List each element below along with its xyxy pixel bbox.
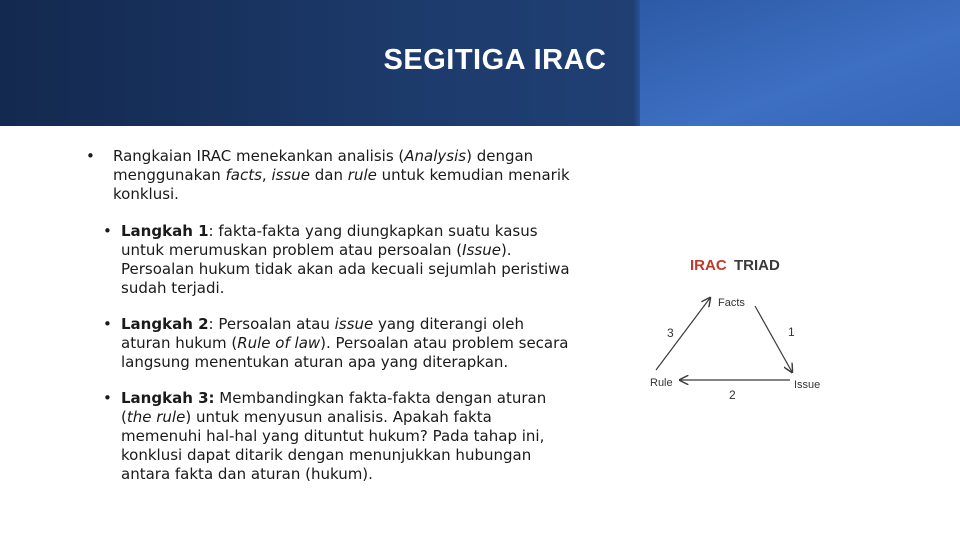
bullet-text (121, 222, 570, 297)
node-rule: Rule (650, 377, 673, 389)
bullet-text-segment: ) dengan menggunakan (113, 147, 534, 184)
bullet-text-segment: dan (310, 166, 348, 184)
bullet-text (121, 389, 546, 483)
bullet-text-segment: issue (334, 315, 374, 333)
bullet-text-segment: Issue (462, 241, 501, 259)
bullet-text-segment: Rangkaian IRAC menekankan analisis ( (113, 147, 405, 165)
edge-label-1: 1 (788, 325, 795, 339)
bullet-text-segment: ). Persoalan atau problem secara langsung menentukan aturan apa yang diterapkan. (121, 334, 569, 371)
bullet-text-segment: facts (225, 166, 262, 184)
bullet-text-segment: issue (271, 166, 311, 184)
edge-facts-to-issue (755, 306, 792, 372)
bullet-text-segment: Langkah 3: (121, 389, 215, 407)
bullet-text-segment: Rule of law (237, 334, 321, 352)
bullet-text-segment: , (261, 166, 272, 184)
edge-label-2: 2 (729, 388, 736, 402)
edge-label-3: 3 (667, 326, 674, 340)
diagram-title-rest: TRIAD (734, 257, 780, 274)
bullet-dot-icon: • (103, 389, 112, 407)
bullet-dot-icon: • (103, 222, 112, 240)
header-accent-panel (640, 0, 960, 126)
bullet-text (113, 147, 570, 203)
triad-svg (640, 240, 840, 410)
bullet-text-segment: untuk kemudian menarik konklusi. (113, 166, 570, 203)
bullet-text-segment: ) untuk menyusun analisis. Apakah fakta memenuhi hal-hal yang dituntut hukum? Pada tahap ini, konklusi dapat ditarik dengan menunjukkan hubungan antara fakta dan aturan (hukum). (121, 408, 545, 483)
bullet-text-segment: the rule (126, 408, 186, 426)
bullet-item (86, 147, 576, 204)
bullet-text-segment: Analysis (404, 147, 467, 165)
slide-title: SEGITIGA IRAC (383, 44, 607, 76)
bullet-item (86, 222, 576, 298)
bullet-text-segment: yang diterangi oleh aturan hukum ( (121, 315, 525, 352)
bullet-text-segment: rule (347, 166, 377, 184)
bullet-text-segment: : fakta-fakta yang diungkapkan suatu kasus untuk merumuskan problem atau persoalan ( (121, 222, 538, 259)
bullet-text-segment: Membandingkan fakta-fakta dengan aturan ( (121, 389, 547, 426)
irac-triad-diagram (640, 240, 840, 410)
bullet-dot-icon: • (103, 315, 112, 333)
bullet-text (121, 315, 568, 371)
node-facts: Facts (718, 297, 745, 309)
bullet-text-segment: : Persoalan atau (208, 315, 335, 333)
bullet-text-segment: Langkah 1 (121, 222, 209, 240)
bullet-dot-icon: • (86, 147, 95, 165)
diagram-title-highlight: IRAC (690, 257, 727, 274)
bullet-item (86, 389, 576, 484)
node-issue: Issue (794, 379, 821, 391)
bullet-list (86, 147, 576, 484)
bullet-item (86, 315, 576, 372)
bullet-text-segment: ). Persoalan hukum tidak akan ada kecuali sejumlah peristiwa sudah terjadi. (121, 241, 570, 297)
edge-rule-to-facts (656, 298, 710, 370)
bullet-text-segment: Langkah 2 (121, 315, 209, 333)
